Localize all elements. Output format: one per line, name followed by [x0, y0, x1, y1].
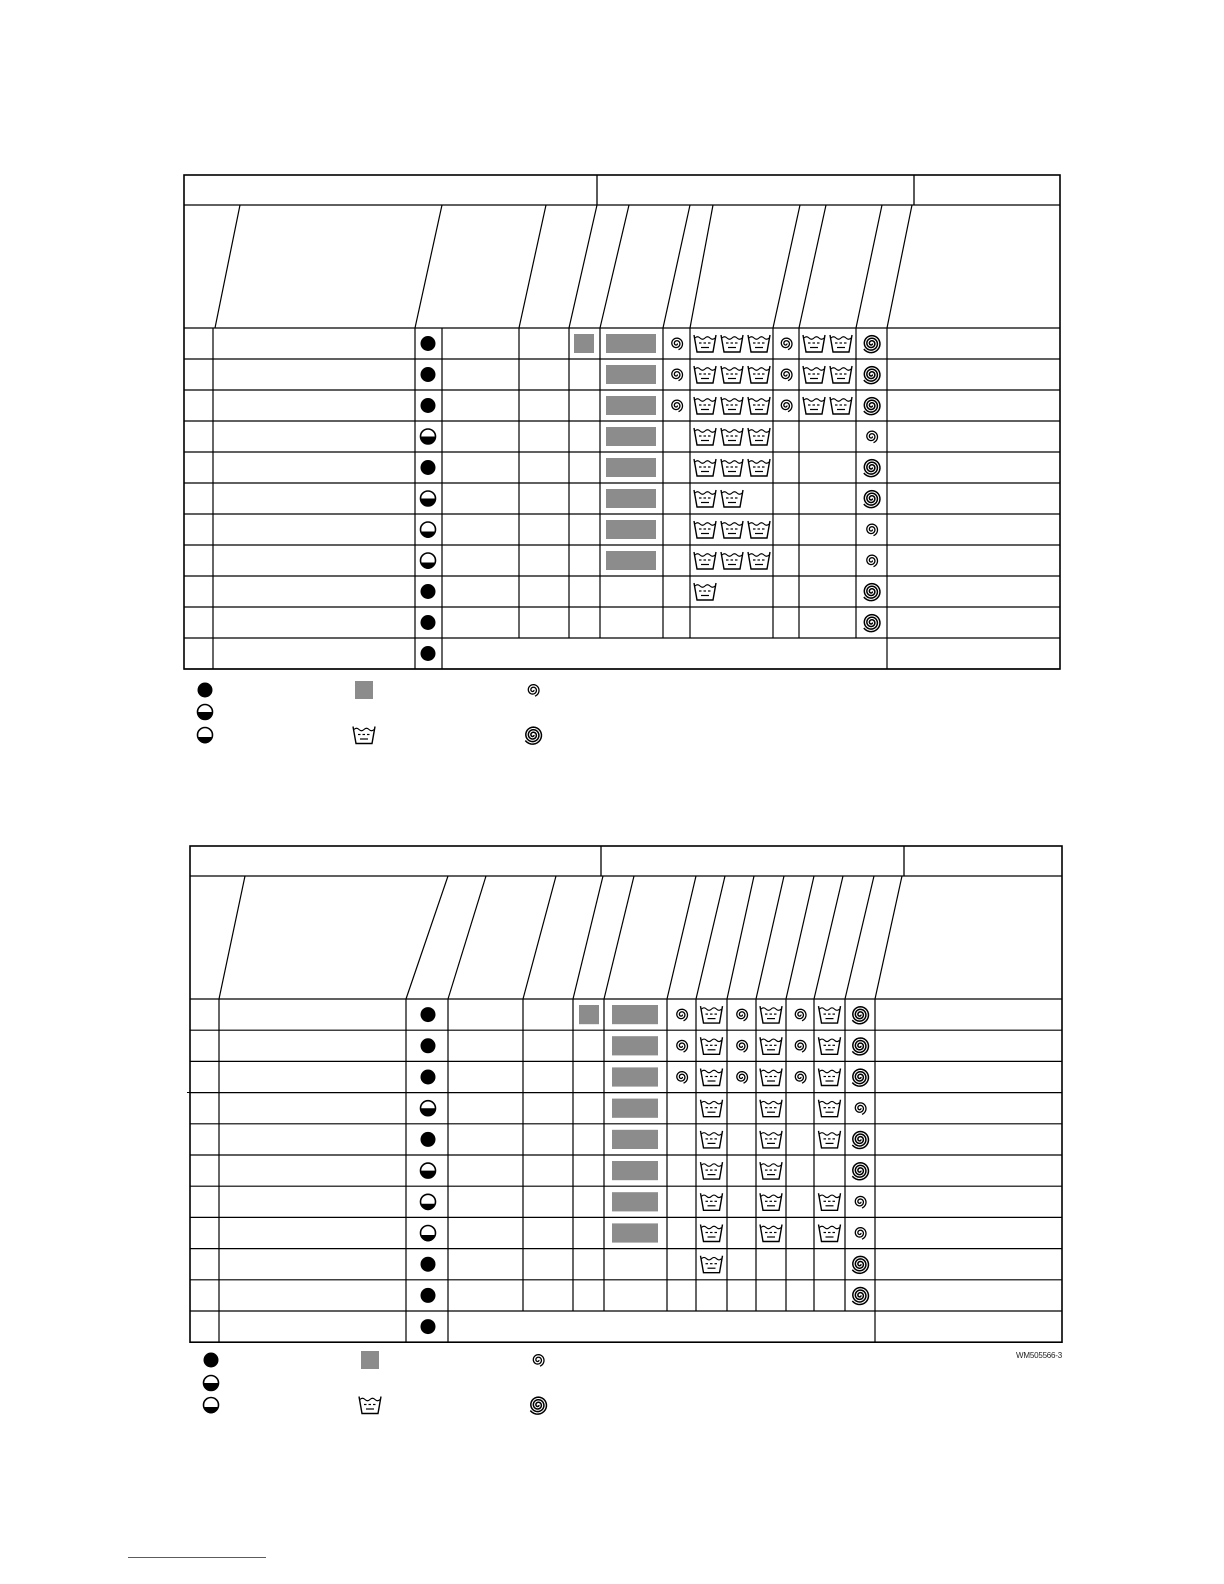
- program-table-2: [190, 846, 1062, 1342]
- spin-small-icon: [737, 1072, 748, 1084]
- spin-large-icon: [530, 1397, 546, 1414]
- option-grey-box: [606, 551, 656, 570]
- header-slant-line: [569, 205, 597, 328]
- table-row: [421, 489, 880, 508]
- table-row: [421, 396, 880, 415]
- table-row-last: [421, 1319, 436, 1334]
- spin-large-icon: [864, 336, 880, 353]
- full-load-icon: [421, 1132, 436, 1147]
- tub-icon: [701, 1162, 723, 1179]
- header-slant-line: [415, 205, 442, 328]
- table-row: [421, 334, 880, 353]
- tub-icon: [694, 335, 716, 352]
- full-load-icon: [421, 1288, 436, 1303]
- empty-load-icon: [421, 553, 436, 569]
- spin-small-icon: [795, 1072, 806, 1084]
- table-row: [421, 1036, 869, 1055]
- spin-small-icon: [855, 1103, 866, 1115]
- header-slant-line: [856, 205, 882, 328]
- tub-icon: [760, 1162, 782, 1179]
- spin-small-icon: [677, 1072, 688, 1084]
- header-slant-line: [523, 876, 556, 999]
- tub-icon: [721, 552, 743, 569]
- tub-icon: [701, 1193, 723, 1210]
- half-load-icon: [421, 1163, 436, 1178]
- header-slant-line: [773, 205, 800, 328]
- tub-icon: [819, 1069, 841, 1086]
- spin-small-icon: [677, 1040, 688, 1052]
- spin-small-icon: [672, 338, 683, 350]
- full-load-icon: [421, 615, 436, 630]
- tub-icon: [721, 397, 743, 414]
- option-grey-box: [612, 1130, 658, 1149]
- tub-icon: [819, 1193, 841, 1210]
- spin-large-icon: [864, 367, 880, 384]
- full-load-icon: [421, 1319, 436, 1334]
- table-row: [421, 1005, 869, 1024]
- table-row: [421, 551, 878, 570]
- spin-large-icon: [864, 584, 880, 601]
- spin-large-icon: [864, 398, 880, 415]
- tub-icon: [701, 1069, 723, 1086]
- header-slant-line: [667, 876, 696, 999]
- tub-icon: [760, 1225, 782, 1242]
- option-grey-box: [612, 1099, 658, 1118]
- option-grey-box: [606, 334, 656, 353]
- header-slant-line: [887, 205, 912, 328]
- tub-icon: [701, 1256, 723, 1273]
- half-load-icon: [198, 705, 213, 720]
- tub-icon: [819, 1225, 841, 1242]
- table-row: [421, 520, 878, 539]
- tub-icon: [701, 1225, 723, 1242]
- header-slant-line: [786, 876, 814, 999]
- half-load-icon: [421, 1101, 436, 1116]
- spin-small-icon: [737, 1009, 748, 1021]
- spin-large-icon: [864, 491, 880, 508]
- tub-icon: [830, 397, 852, 414]
- spin-small-icon: [677, 1009, 688, 1021]
- spin-small-icon: [781, 400, 792, 412]
- header-slant-line: [690, 205, 713, 328]
- table-row: [421, 427, 878, 446]
- option-grey-box: [606, 396, 656, 415]
- spin-large-icon: [852, 1038, 868, 1055]
- half-load-icon: [421, 429, 436, 444]
- prewash-grey-box: [579, 1005, 599, 1024]
- option-grey-box: [606, 427, 656, 446]
- tub-icon: [701, 1006, 723, 1023]
- header-slant-line: [756, 876, 784, 999]
- tub-icon: [819, 1037, 841, 1054]
- program-table-1: [184, 175, 1060, 669]
- tub-icon: [748, 335, 770, 352]
- tub-icon: [694, 428, 716, 445]
- spin-large-icon: [864, 460, 880, 477]
- tub-icon: [760, 1100, 782, 1117]
- table-row: [421, 1067, 869, 1086]
- header-slant-line: [875, 876, 902, 999]
- tub-icon: [819, 1100, 841, 1117]
- spin-large-icon: [525, 727, 541, 744]
- half-load-icon: [421, 491, 436, 506]
- prewash-grey-box: [574, 334, 594, 353]
- table-row: [421, 1223, 866, 1242]
- option-grey-box: [612, 1192, 658, 1211]
- tub-icon: [748, 521, 770, 538]
- full-load-icon: [421, 1070, 436, 1085]
- table-row: [421, 365, 880, 384]
- tub-icon: [694, 397, 716, 414]
- tub-icon: [721, 428, 743, 445]
- tub-icon: [760, 1131, 782, 1148]
- spin-small-icon: [867, 555, 878, 567]
- empty-load-icon: [421, 1194, 436, 1210]
- header-slant-line: [600, 205, 629, 328]
- tub-icon: [819, 1006, 841, 1023]
- tub-icon: [694, 490, 716, 507]
- spin-small-icon: [795, 1040, 806, 1052]
- tub-icon: [694, 552, 716, 569]
- spin-small-icon: [672, 400, 683, 412]
- tub-icon: [748, 397, 770, 414]
- header-slant-line: [663, 205, 690, 328]
- full-load-icon: [421, 1007, 436, 1022]
- full-load-icon: [421, 398, 436, 413]
- tub-icon: [760, 1193, 782, 1210]
- empty-load-icon: [204, 1398, 219, 1414]
- tub-icon: [721, 459, 743, 476]
- tub-icon: [721, 521, 743, 538]
- stray-rule-line: [187, 1092, 1059, 1093]
- option-grey-box: [612, 1223, 658, 1242]
- tub-icon: [748, 366, 770, 383]
- full-load-icon: [198, 683, 213, 698]
- table-row: [421, 583, 880, 601]
- tub-icon: [830, 335, 852, 352]
- header-slant-line: [573, 876, 603, 999]
- legend-2: [204, 1351, 547, 1414]
- tub-icon: [760, 1069, 782, 1086]
- table-row: [421, 1192, 866, 1211]
- spin-large-icon: [852, 1007, 868, 1024]
- table-row: [421, 1288, 869, 1305]
- header-slant-line: [814, 876, 843, 999]
- tub-icon: [694, 366, 716, 383]
- tub-icon: [830, 366, 852, 383]
- header-slant-line: [845, 876, 874, 999]
- header-slant-line: [219, 876, 245, 999]
- spin-small-icon: [867, 524, 878, 536]
- option-grey-box: [612, 1161, 658, 1180]
- table-row-last: [421, 646, 436, 661]
- tub-icon: [359, 1397, 381, 1414]
- header-slant-line: [519, 205, 546, 328]
- legend-grey-box: [361, 1351, 379, 1369]
- legend-1: [198, 681, 542, 744]
- tub-icon: [803, 335, 825, 352]
- spin-small-icon: [528, 685, 539, 697]
- tub-icon: [760, 1037, 782, 1054]
- header-slant-line: [448, 876, 486, 999]
- tub-icon: [694, 521, 716, 538]
- full-load-icon: [421, 336, 436, 351]
- table-row: [421, 1130, 869, 1149]
- spin-large-icon: [852, 1163, 868, 1180]
- option-grey-box: [612, 1036, 658, 1055]
- tub-icon: [819, 1131, 841, 1148]
- header-slant-line: [696, 876, 725, 999]
- spin-small-icon: [781, 369, 792, 381]
- half-load-icon: [204, 1376, 219, 1391]
- full-load-icon: [421, 646, 436, 661]
- tub-icon: [721, 490, 743, 507]
- header-slant-line: [604, 876, 634, 999]
- tub-icon: [694, 459, 716, 476]
- option-grey-box: [612, 1067, 658, 1086]
- full-load-icon: [421, 460, 436, 475]
- tub-icon: [701, 1100, 723, 1117]
- spin-small-icon: [855, 1196, 866, 1208]
- tub-icon: [748, 552, 770, 569]
- document-code: WM505566-3: [1016, 1351, 1063, 1360]
- tub-icon: [353, 727, 375, 744]
- tub-icon: [721, 366, 743, 383]
- tub-icon: [701, 1037, 723, 1054]
- table-row: [421, 615, 880, 632]
- table-row: [421, 458, 880, 477]
- full-load-icon: [421, 1257, 436, 1272]
- spin-small-icon: [795, 1009, 806, 1021]
- spin-large-icon: [852, 1256, 868, 1273]
- tub-icon: [760, 1006, 782, 1023]
- tub-icon: [748, 428, 770, 445]
- header-slant-line: [406, 876, 448, 999]
- spin-small-icon: [672, 369, 683, 381]
- option-grey-box: [606, 489, 656, 508]
- table-row: [421, 1161, 869, 1180]
- empty-load-icon: [421, 522, 436, 538]
- option-grey-box: [606, 365, 656, 384]
- full-load-icon: [421, 1038, 436, 1053]
- table-frame: [190, 846, 1062, 1342]
- spin-large-icon: [852, 1069, 868, 1086]
- spin-large-icon: [852, 1132, 868, 1149]
- spin-small-icon: [533, 1355, 544, 1367]
- legend-grey-box: [355, 681, 373, 699]
- full-load-icon: [204, 1353, 219, 1368]
- option-grey-box: [606, 520, 656, 539]
- spin-large-icon: [852, 1288, 868, 1305]
- spin-small-icon: [737, 1040, 748, 1052]
- header-slant-line: [215, 205, 240, 328]
- spin-small-icon: [867, 431, 878, 443]
- tub-icon: [701, 1131, 723, 1148]
- tub-icon: [803, 366, 825, 383]
- spin-small-icon: [855, 1228, 866, 1240]
- empty-load-icon: [198, 728, 213, 744]
- full-load-icon: [421, 584, 436, 599]
- table-row: [421, 1099, 866, 1118]
- option-grey-box: [606, 458, 656, 477]
- tub-icon: [748, 459, 770, 476]
- spin-large-icon: [864, 615, 880, 632]
- header-slant-line: [727, 876, 754, 999]
- full-load-icon: [421, 367, 436, 382]
- option-grey-box: [612, 1005, 658, 1024]
- tub-icon: [803, 397, 825, 414]
- empty-load-icon: [421, 1226, 436, 1242]
- table-frame: [184, 175, 1060, 669]
- spin-small-icon: [781, 338, 792, 350]
- header-slant-line: [799, 205, 826, 328]
- tub-icon: [694, 583, 716, 600]
- tub-icon: [721, 335, 743, 352]
- table-row: [421, 1256, 869, 1274]
- footer-link-line: [128, 1557, 266, 1558]
